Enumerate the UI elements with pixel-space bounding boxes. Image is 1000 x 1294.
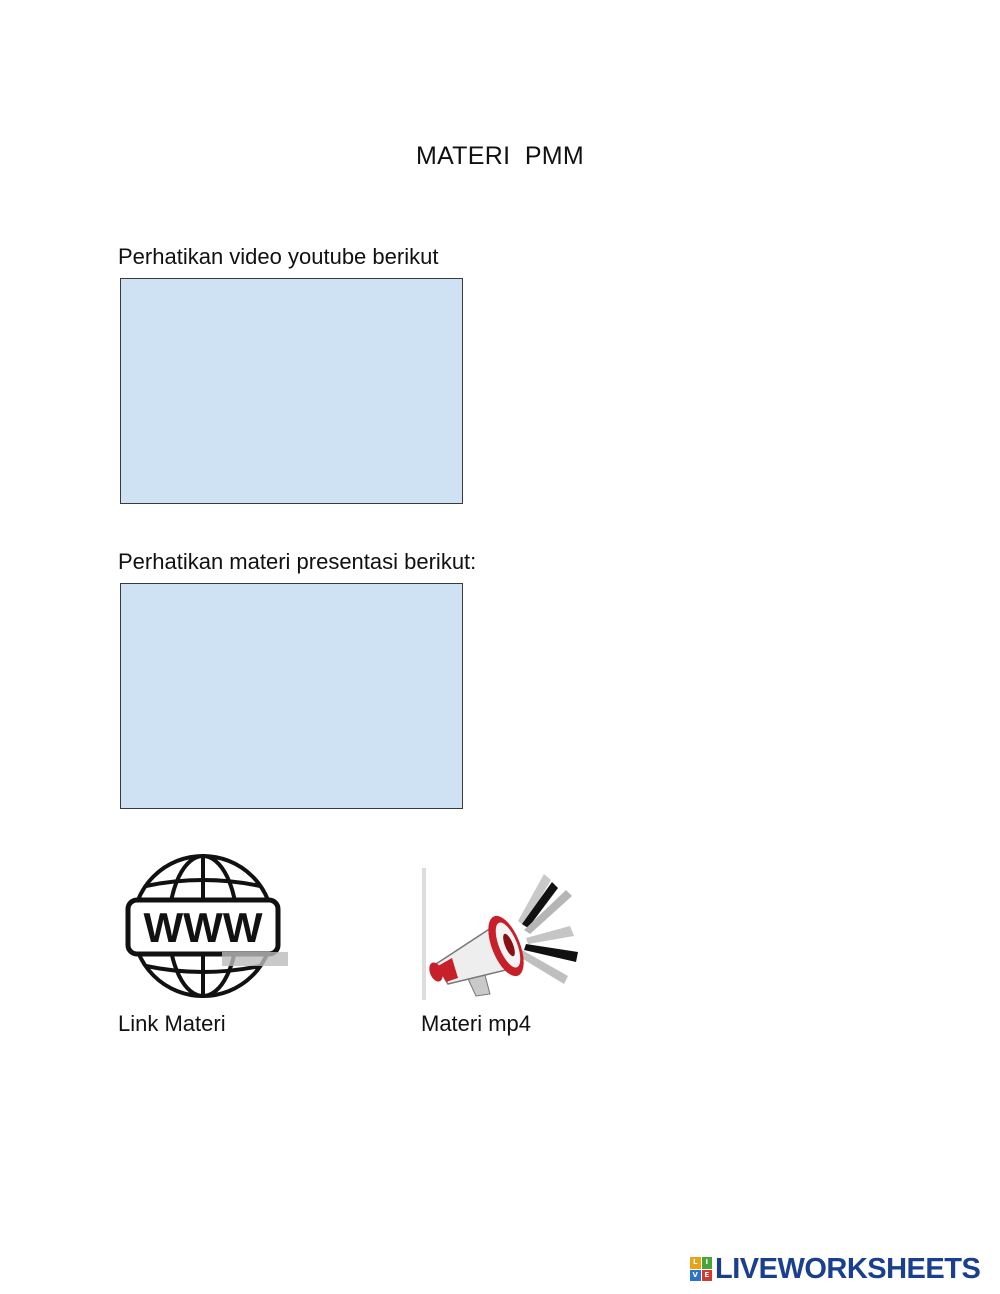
page-title: MATERI PMM <box>415 142 585 170</box>
www-globe-icon[interactable] <box>120 852 290 1002</box>
brand-name: LIVEWORKSHEETS <box>715 1252 981 1285</box>
presentation-prompt-label: Perhatikan materi presentasi berikut: <box>118 549 477 574</box>
link-materi-caption: Link Materi <box>118 1011 226 1036</box>
www-text: WWW <box>143 904 263 951</box>
video-prompt-label: Perhatikan video youtube berikut <box>118 244 439 269</box>
megaphone-icon[interactable] <box>418 866 584 1002</box>
brand-mark-icon: L I V E <box>690 1257 712 1281</box>
presentation-embed[interactable] <box>120 583 463 809</box>
liveworksheets-logo <box>690 1253 980 1285</box>
materi-mp4-caption: Materi mp4 <box>421 1011 532 1036</box>
youtube-video-embed[interactable] <box>120 278 463 504</box>
